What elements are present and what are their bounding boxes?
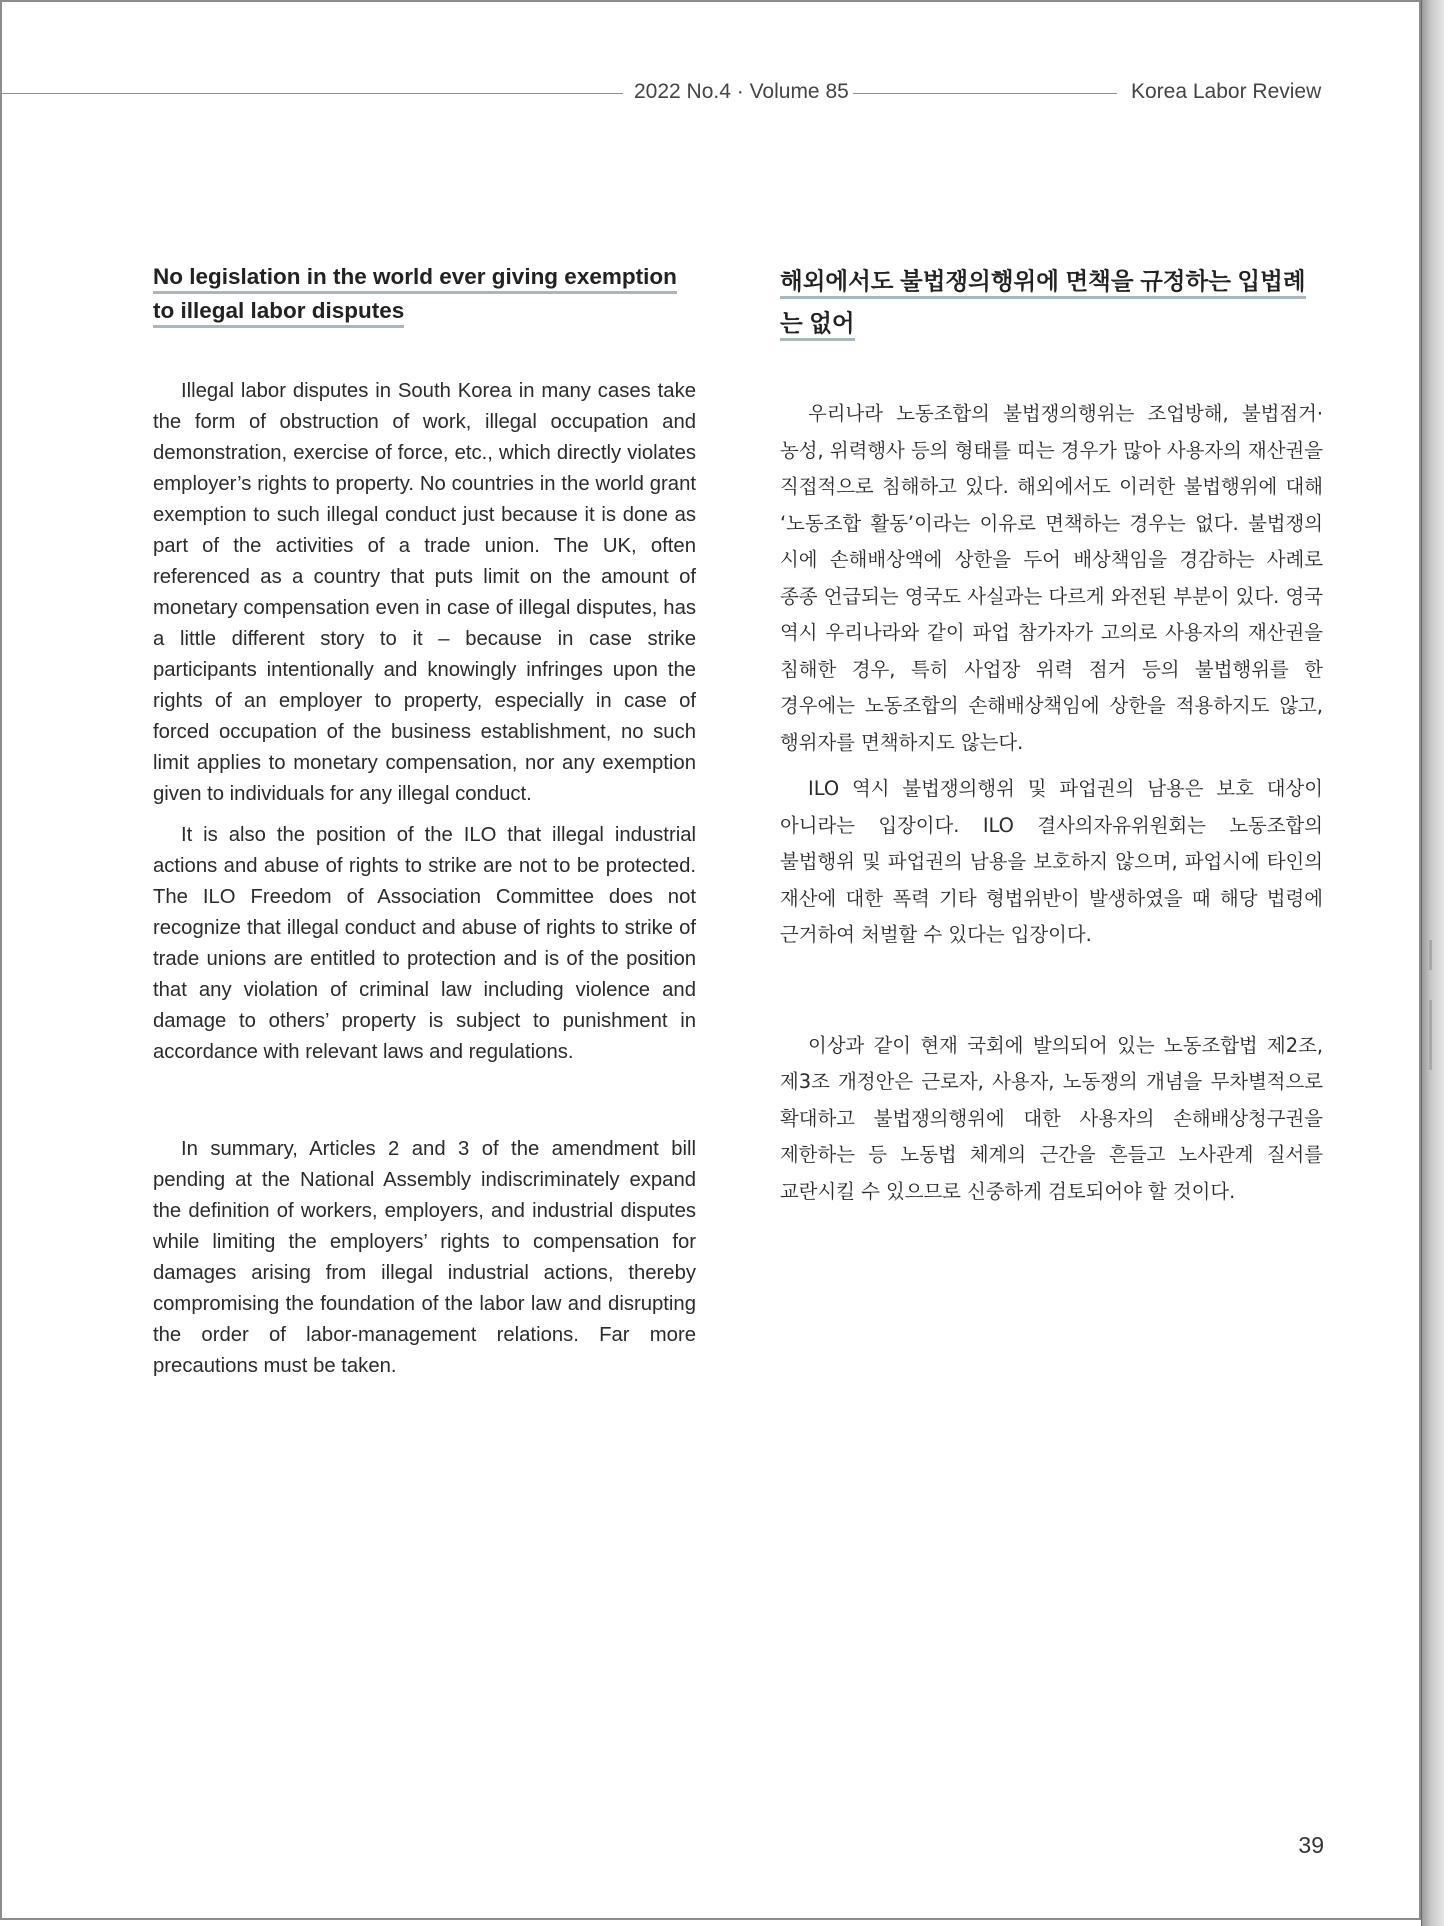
- english-column: [153, 260, 696, 1392]
- korean-paragraph-2: ILO 역시 불법쟁의행위 및 파업권의 남용은 보호 대상이 아니라는 입장이다. ILO 결사의자유위원회는 노동조합의 불법행위 및 파업권의 남용을 보호하지 않으며, 파업시에 타인의 재산에 대한 폭력 기타 형법위반이 발생하였을 때 해당 법령에 근거하여 처벌할 수 있다는 입장이다.: [780, 777, 1323, 946]
- page-edge-mark: [1429, 940, 1432, 970]
- header-rule-middle: [853, 93, 1117, 94]
- paragraph-spacer: [780, 964, 1323, 1028]
- page-edge-mark: [1429, 1000, 1432, 1070]
- english-paragraph-3: In summary, Articles 2 and 3 of the amendment bill pending at the National Assembly indiscriminately expand the definition of workers, employers, and industrial disputes while limiting the employers’ rights to compensation for damages arising from illegal industrial actions, thereby compromising the foundation of the labor law and disrupting the order of labor-management relations. Far more precautions must be taken.: [153, 1138, 696, 1377]
- page-stack-edge: [1421, 0, 1444, 1926]
- header-rule-left: [2, 93, 623, 94]
- korean-heading-text: 해외에서도 불법쟁의행위에 면책을 규정하는 입법례는 없어: [780, 268, 1306, 341]
- english-paragraph-1: Illegal labor disputes in South Korea in many cases take the form of obstruction of work, illegal occupation and demonstration, exercise of force, etc., which directly violates employer’s rights to property. No countries in the world grant exemption to such illegal conduct just because it is done as part of the activities of a trade union. The UK, often referenced as a country that puts limit on the amount of monetary compensation even in case of illegal disputes, has a little different story to it – because in case strike participants intentionally and knowingly infringes upon the rights of an employer to property, especially in case of forced occupation of the business establishment, no such limit applies to monetary compensation, nor any exemption given to individuals for any illegal conduct.: [153, 380, 696, 805]
- journal-title: Korea Labor Review: [1131, 80, 1322, 103]
- korean-column: [780, 260, 1323, 1220]
- issue-label: 2022 No.4 · Volume 85: [634, 80, 849, 103]
- paragraph-spacer: [153, 1078, 696, 1134]
- page-number: 39: [1298, 1832, 1324, 1858]
- korean-section-heading: [780, 260, 1323, 344]
- english-heading-text: No legislation in the world ever giving exemption to illegal labor disputes: [153, 264, 677, 328]
- running-header: [2, 76, 1423, 110]
- korean-paragraph-3: 이상과 같이 현재 국회에 발의되어 있는 노동조합법 제2조, 제3조 개정안은 근로자, 사용자, 노동쟁의 개념을 무차별적으로 확대하고 불법쟁의행위에 대한 사용자의 손해배상청구권을 제한하는 등 노동법 체계의 근간을 흔들고 노사관계 질서를 교란시킬 수 있으므로 신중하게 검토되어야 할 것이다.: [780, 1033, 1323, 1203]
- english-paragraph-2: It is also the position of the ILO that illegal industrial actions and abuse of rights to strike are not to be protected. The ILO Freedom of Association Committee does not recognize that illegal conduct and abuse of rights to strike of trade unions are entitled to protection and is of the position that any violation of criminal law including violence and damage to others’ property is subject to punishment in accordance with relevant laws and regulations.: [153, 824, 696, 1063]
- english-section-heading: [153, 260, 696, 328]
- korean-paragraph-1: 우리나라 노동조합의 불법쟁의행위는 조업방해, 불법점거·농성, 위력행사 등의 형태를 띠는 경우가 많아 사용자의 재산권을 직접적으로 침해하고 있다. 해외에서도 이러한 불법행위에 대해 ‘노동조합 활동’이라는 이유로 면책하는 경우는 없다. 불법쟁의 시에 손해배상액에 상한을 두어 배상책임을 경감하는 사례로 종종 언급되는 영국도 사실과는 다르게 와전된 부분이 있다. 영국 역시 우리나라와 같이 파업 참가자가 고의로 사용자의 재산권을 침해한 경우, 특히 사업장 위력 점거 등의 불법행위를 한 경우에는 노동조합의 손해배상책임에 상한을 적용하지도 않고, 행위자를 면책하지도 않는다.: [780, 402, 1323, 754]
